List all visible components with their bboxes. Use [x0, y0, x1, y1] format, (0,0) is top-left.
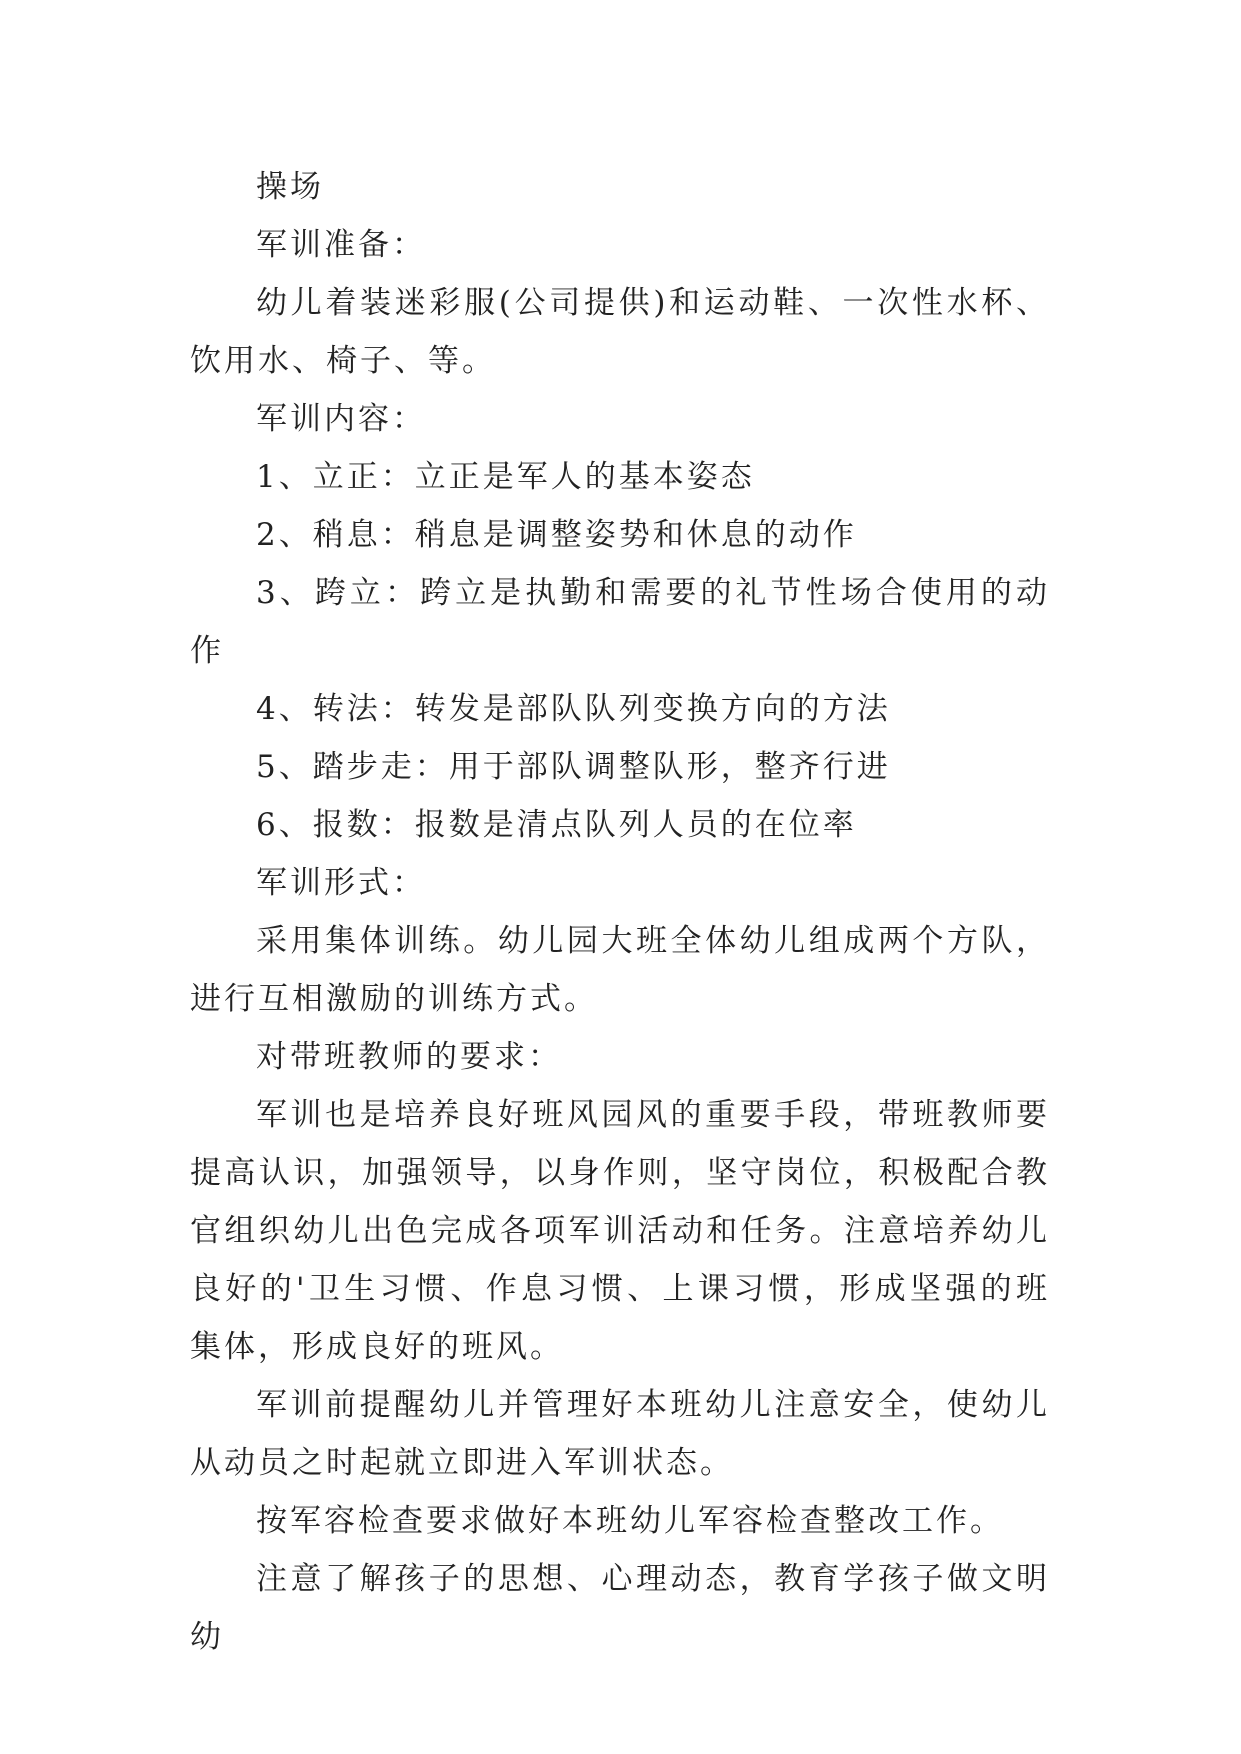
- paragraph-attention: 注意了解孩子的思想、心理动态，教育学孩子做文明幼: [190, 1561, 1050, 1655]
- paragraph-inspection: 按军容检查要求做好本班幼儿军容检查整改工作。: [256, 1503, 1004, 1539]
- list-item-2: 2、稍息：稍息是调整姿势和休息的动作: [256, 517, 857, 553]
- list-item-4: 4、转法：转发是部队队列变换方向的方法: [256, 691, 891, 727]
- paragraph-safety: 军训前提醒幼儿并管理好本班幼儿注意安全，使幼儿从动员之时起就立即进入军训状态。: [190, 1387, 1050, 1481]
- paragraph-preparation: 幼儿着装迷彩服(公司提供)和运动鞋、一次性水杯、饮用水、椅子、等。: [190, 285, 1050, 379]
- heading-form: 军训形式：: [256, 865, 426, 901]
- paragraph-form: 采用集体训练。幼儿园大班全体幼儿组成两个方队，进行互相激励的训练方式。: [190, 923, 1050, 1017]
- list-item-6: 6、报数：报数是清点队列人员的在位率: [256, 807, 857, 843]
- heading-preparation: 军训准备：: [256, 227, 426, 263]
- list-item-5: 5、踏步走：用于部队调整队形，整齐行进: [256, 749, 891, 785]
- heading-content: 军训内容：: [256, 401, 426, 437]
- document-body: [190, 158, 1050, 1666]
- list-item-1: 1、立正：立正是军人的基本姿态: [256, 459, 755, 495]
- heading-teacher-requirements: 对带班教师的要求：: [256, 1039, 562, 1075]
- paragraph-teacher-requirements: 军训也是培养良好班风园风的重要手段，带班教师要提高认识，加强领导，以身作则，坚守岗位，积极配合教官组织幼儿出色完成各项军训活动和任务。注意培养幼儿良好的'卫生习惯、作息习惯、上课习惯，形成坚强的班集体，形成良好的班风。: [190, 1097, 1050, 1365]
- list-item-3: 3、跨立：跨立是执勤和需要的礼节性场合使用的动作: [190, 575, 1050, 669]
- paragraph-location: 操场: [256, 169, 324, 205]
